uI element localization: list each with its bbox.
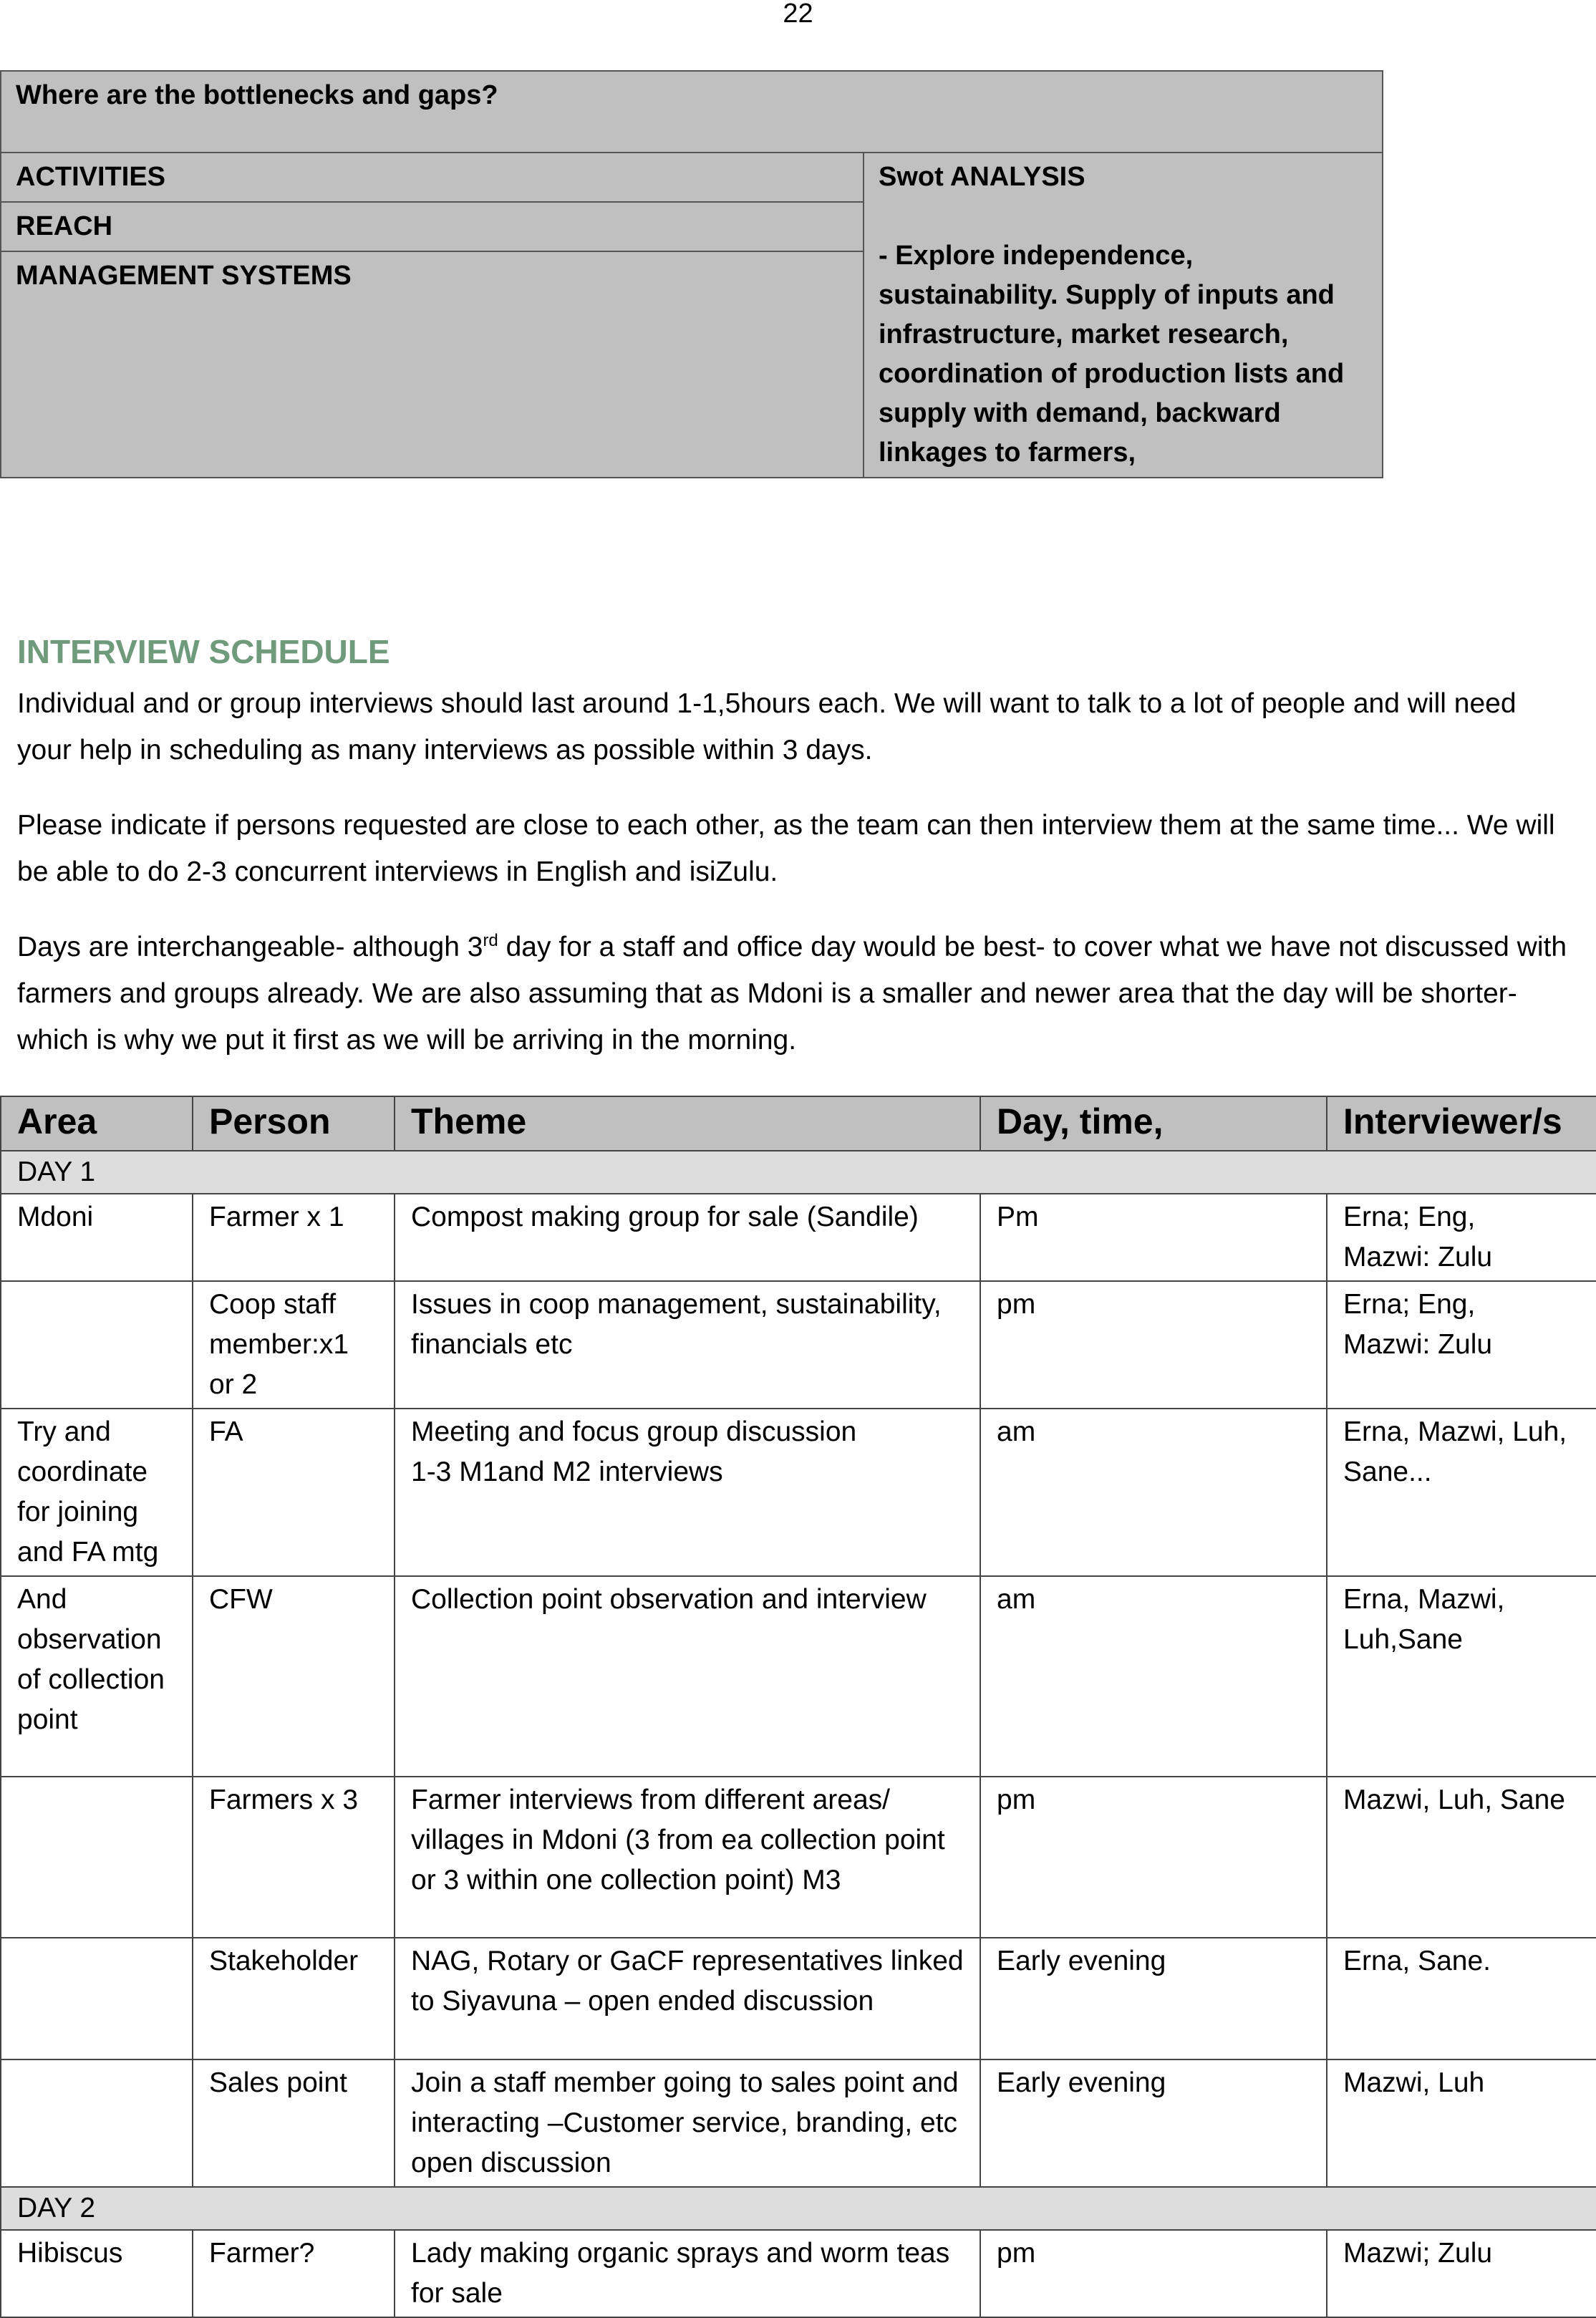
day-row bbox=[1, 1151, 1596, 1194]
paragraph-duration: Individual and or group interviews should last around 1-1,5hours each. We will want to talk to a lot of people and will need your help in scheduling as many interviews as possible within 3 days. bbox=[17, 688, 1517, 766]
cell-area: Hibiscus bbox=[1, 2230, 193, 2317]
cell-time: Pm bbox=[980, 1194, 1327, 1281]
table-row bbox=[1, 1194, 1596, 1281]
cell-time: pm bbox=[980, 1281, 1327, 1409]
cell-theme: Compost making group for sale (Sandile) bbox=[395, 1194, 980, 1281]
table-row bbox=[1, 2059, 1596, 2187]
swot-title: Swot ANALYSIS bbox=[879, 162, 1085, 192]
cell-time: Early evening bbox=[980, 1938, 1327, 2059]
cell-interviewer: Erna, Mazwi, Luh,Sane bbox=[1327, 1576, 1596, 1777]
cell-person: Sales point bbox=[193, 2059, 395, 2187]
table-row bbox=[1, 1576, 1596, 1777]
header-day-time: Day, time, bbox=[980, 1096, 1327, 1151]
cell-interviewer: Mazwi, Luh, Sane bbox=[1327, 1777, 1596, 1938]
cell-time: pm bbox=[980, 1777, 1327, 1938]
bottlenecks-title: Where are the bottlenecks and gaps? bbox=[1, 71, 1383, 153]
row-management-systems: MANAGEMENT SYSTEMS bbox=[1, 251, 864, 478]
cell-interviewer: Erna, Mazwi, Luh, Sane... bbox=[1327, 1409, 1596, 1576]
cell-area bbox=[1, 1938, 193, 2059]
swot-text: - Explore independence, sustainability. Supply of inputs and infrastructure, market research, coordination of production lists and supply with demand, backward linkages to farmers, bbox=[879, 241, 1345, 468]
cell-person: FA bbox=[193, 1409, 395, 1576]
cell-area: Mdoni bbox=[1, 1194, 193, 1281]
table-row bbox=[1, 1281, 1596, 1409]
cell-interviewer: Erna; Eng, Mazwi: Zulu bbox=[1327, 1194, 1596, 1281]
header-theme: Theme bbox=[395, 1096, 980, 1151]
paragraph-concurrent: Please indicate if persons requested are close to each other, as the team can then interview them at the same time... We will be able to do 2-3 concurrent interviews in English and isiZulu. bbox=[17, 810, 1555, 887]
cell-area bbox=[1, 2059, 193, 2187]
cell-time: am bbox=[980, 1409, 1327, 1576]
cell-time: pm bbox=[980, 2230, 1327, 2317]
row-reach: REACH bbox=[1, 202, 864, 251]
section-title: INTERVIEW SCHEDULE bbox=[17, 633, 390, 670]
cell-person: CFW bbox=[193, 1576, 395, 1777]
cell-person: Farmer? bbox=[193, 2230, 395, 2317]
day-row bbox=[1, 2187, 1596, 2230]
table-row bbox=[1, 1777, 1596, 1938]
header-interviewers: Interviewer/s bbox=[1327, 1096, 1596, 1151]
header-area: Area bbox=[1, 1096, 193, 1151]
cell-interviewer: Erna, Sane. bbox=[1327, 1938, 1596, 2059]
cell-theme: Join a staff member going to sales point and interacting –Customer service, branding, etc open discussion bbox=[395, 2059, 980, 2187]
paragraph-days-start: Days are interchangeable- although 3 bbox=[17, 932, 483, 962]
cell-interviewer: Mazwi, Luh bbox=[1327, 2059, 1596, 2187]
cell-theme: NAG, Rotary or GaCF representatives linked to Siyavuna – open ended discussion bbox=[395, 1938, 980, 2059]
superscript-rd: rd bbox=[483, 931, 498, 950]
cell-theme: Lady making organic sprays and worm teas for sale bbox=[395, 2230, 980, 2317]
cell-time: Early evening bbox=[980, 2059, 1327, 2187]
cell-person: Farmers x 3 bbox=[193, 1777, 395, 1938]
cell-area: Try and coordinate for joining and FA mtg bbox=[1, 1409, 193, 1576]
day-label: DAY 1 bbox=[1, 1151, 1596, 1194]
cell-area bbox=[1, 1281, 193, 1409]
cell-person: Stakeholder bbox=[193, 1938, 395, 2059]
interview-schedule-table bbox=[0, 1096, 1596, 2318]
cell-theme: Collection point observation and interview bbox=[395, 1576, 980, 1777]
cell-person: Coop staff member:x1 or 2 bbox=[193, 1281, 395, 1409]
cell-interviewer: Erna; Eng, Mazwi: Zulu bbox=[1327, 1281, 1596, 1409]
header-person: Person bbox=[193, 1096, 395, 1151]
cell-interviewer: Mazwi; Zulu bbox=[1327, 2230, 1596, 2317]
cell-time: am bbox=[980, 1576, 1327, 1777]
table-row bbox=[1, 1938, 1596, 2059]
cell-area: And observation of collection point bbox=[1, 1576, 193, 1777]
cell-theme: Meeting and focus group discussion 1-3 M1and M2 interviews bbox=[395, 1409, 980, 1576]
swot-analysis-cell bbox=[864, 153, 1383, 478]
row-activities: ACTIVITIES bbox=[1, 153, 864, 202]
paragraph-days-end: day for a staff and office day would be best- to cover what we have not discussed with farmers and groups already. We are also assuming that as Mdoni is a smaller and newer area that the day will be shorter- which is why we put it first as we will be arriving in the morning. bbox=[17, 932, 1567, 1056]
schedule-header-row bbox=[1, 1096, 1596, 1151]
day-label: DAY 2 bbox=[1, 2187, 1596, 2230]
bottlenecks-table bbox=[0, 70, 1383, 478]
cell-area bbox=[1, 1777, 193, 1938]
page-number: 22 bbox=[783, 0, 813, 29]
table-row bbox=[1, 1409, 1596, 1576]
paragraph-days bbox=[17, 924, 1578, 1063]
cell-person: Farmer x 1 bbox=[193, 1194, 395, 1281]
cell-theme: Issues in coop management, sustainability, financials etc bbox=[395, 1281, 980, 1409]
table-row bbox=[1, 2230, 1596, 2317]
cell-theme: Farmer interviews from different areas/ villages in Mdoni (3 from ea collection point or 3 within one collection point) M3 bbox=[395, 1777, 980, 1938]
